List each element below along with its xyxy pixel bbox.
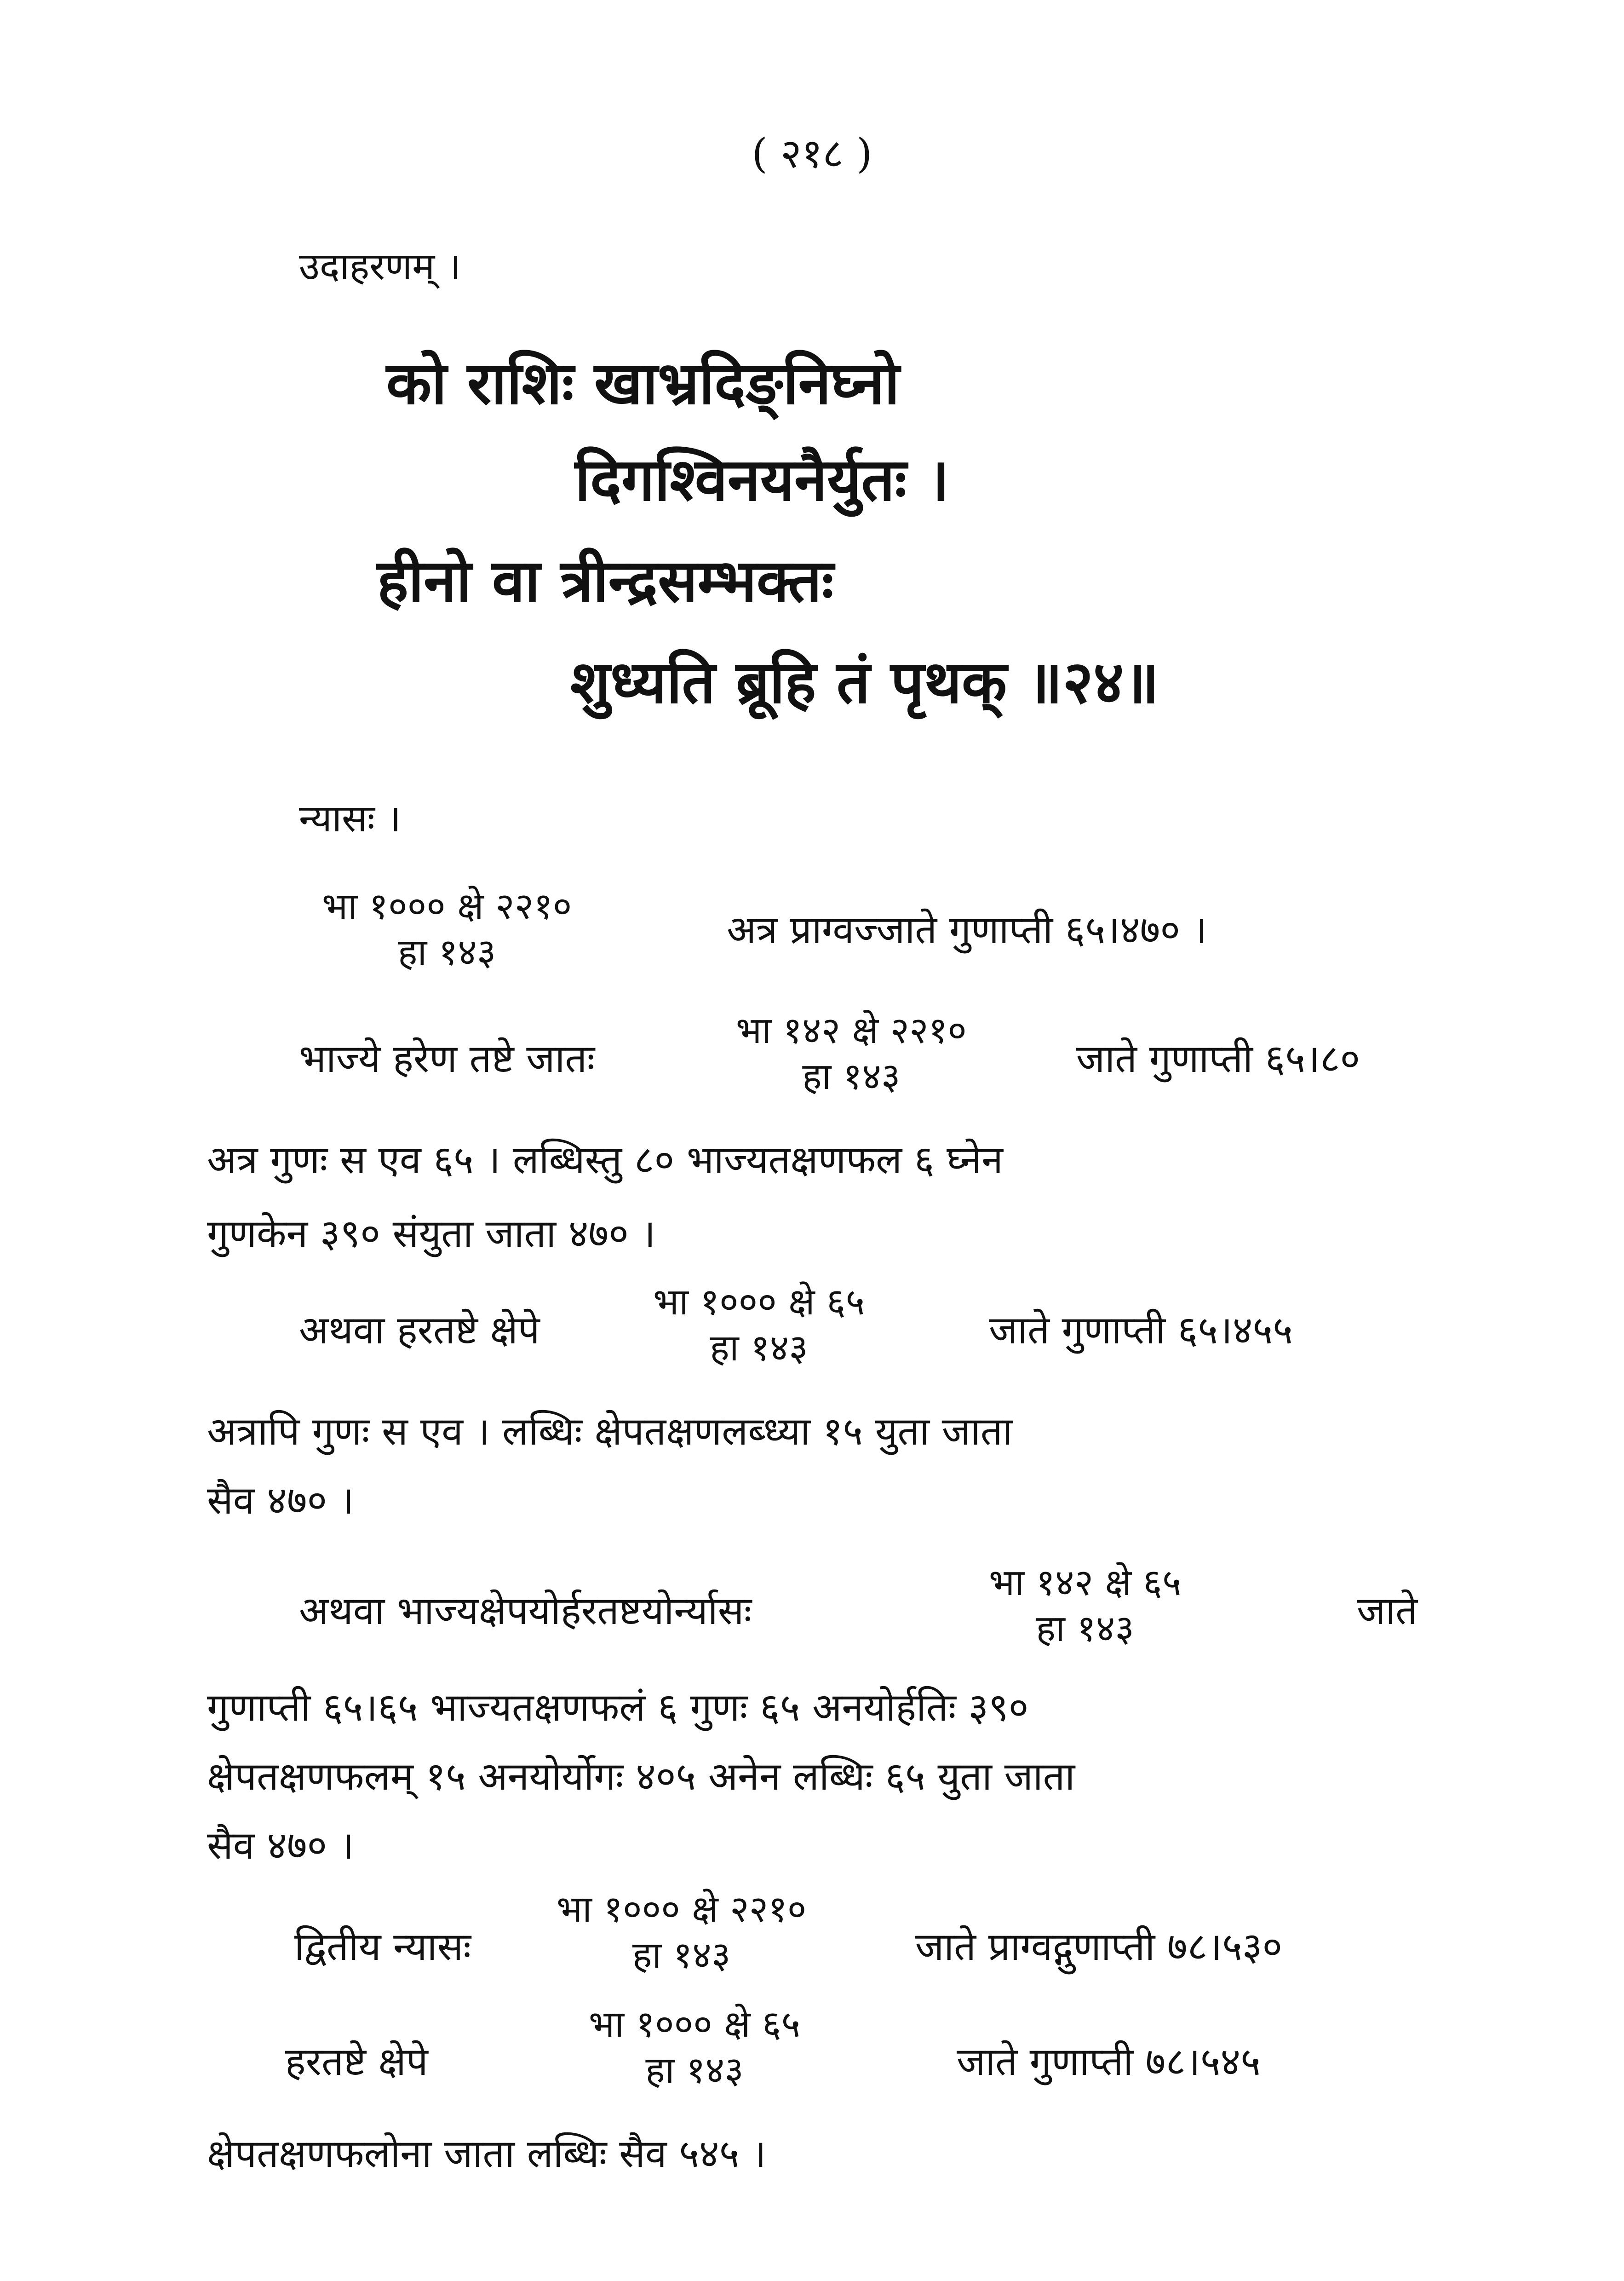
para3-line-2: क्षेपतक्षणफलम् १५ अनयोर्योगः ४०५ अनेन लब्धिः ६५ युता जाता [207,1754,1075,1799]
verse-line-2: दिगश्विनयनैर्युतः । [575,445,950,514]
para2-line-2: सैव ४७० । [207,1478,354,1523]
block4-tail: जाते [1357,1588,1417,1633]
fraction-top: भा १००० क्षे ६५ [653,1280,865,1323]
fraction-bottom: हा १४३ [645,2049,744,2091]
para3-line-1: गुणाप्ती ६५।६५ भाज्यतक्षणफलं ६ गुणः ६५ अनयोर्हतिः ३९० [207,1685,1029,1730]
block5-lead: द्वितीय न्यासः [294,1924,471,1969]
para1-line-1: अत्र गुणः स एव ६५ । लब्धिस्तु ८० भाज्यतक्षणफल ६ घ्नेन [207,1137,1003,1182]
fraction-bottom: हा १४३ [802,1055,901,1098]
block5-tail: जाते प्राग्वद्गुणाप्ती ७८।५३० [915,1924,1283,1969]
block2-lead: भाज्ये हरेण तष्टे जातः [299,1036,595,1081]
fraction-setup-1 [322,883,572,975]
block1-text: अत्र प्राग्वज्जाते गुणाप्ती ६५।४७० । [727,907,1207,952]
fraction-bottom: हा १४३ [632,1934,731,1976]
fraction-setup-6 [589,2001,800,2093]
fraction-top: भा १००० क्षे २२१० [322,885,572,927]
block6-lead: हरतष्टे क्षेपे [285,2039,428,2084]
fraction-top: भा १००० क्षे २२१० [557,1888,807,1930]
block3-tail: जाते गुणाप्ती ६५।४५५ [989,1308,1293,1353]
fraction-bottom: हा १४३ [1036,1607,1135,1650]
para3-line-3: सैव ४७० । [207,1823,354,1868]
para1-line-2: गुणकेन ३९० संयुता जाता ४७० । [207,1211,656,1256]
fraction-top: भा १४२ क्षे ६५ [989,1561,1182,1604]
fraction-setup-2 [736,1008,967,1100]
fraction-setup-3 [653,1279,865,1371]
block2-tail: जाते गुणाप्ती ६५।८० [1076,1036,1360,1081]
verse-line-3: हीनो वा त्रीन्द्रसम्भक्तः [377,547,834,616]
fraction-setup-5 [557,1886,806,1978]
fraction-top: भा १४२ क्षे २२१० [736,1009,967,1052]
verse-line-4: शुध्यति ब्रूहि तं पृथक् ॥२४॥ [570,648,1159,717]
fraction-bottom: हा १४३ [710,1326,808,1369]
para2-line-1: अत्रापि गुणः स एव । लब्धिः क्षेपतक्षणलब्ध्या १५ युता जाता [207,1409,1013,1454]
block4-lead: अथवा भाज्यक्षेपयोर्हरतष्टयोर्न्यासः [299,1588,752,1633]
page-number: ( २१८ ) [752,130,872,177]
example-heading: उदाहरणम् । [299,245,461,288]
para4-line: क्षेपतक्षणफलोना जाता लब्धिः सैव ५४५ । [207,2131,766,2176]
fraction-top: भा १००० क्षे ६५ [589,2003,801,2045]
block6-tail: जाते गुणाप्ती ७८।५४५ [957,2039,1261,2084]
fraction-bottom: हा १४३ [397,931,496,973]
block3-lead: अथवा हरतष्टे क्षेपे [299,1308,540,1353]
verse-line-1: को राशिः खाभ्रदिङ्निघ्नो [386,349,900,418]
nyasa-label: न्यासः । [299,797,402,841]
fraction-setup-4 [989,1560,1182,1652]
